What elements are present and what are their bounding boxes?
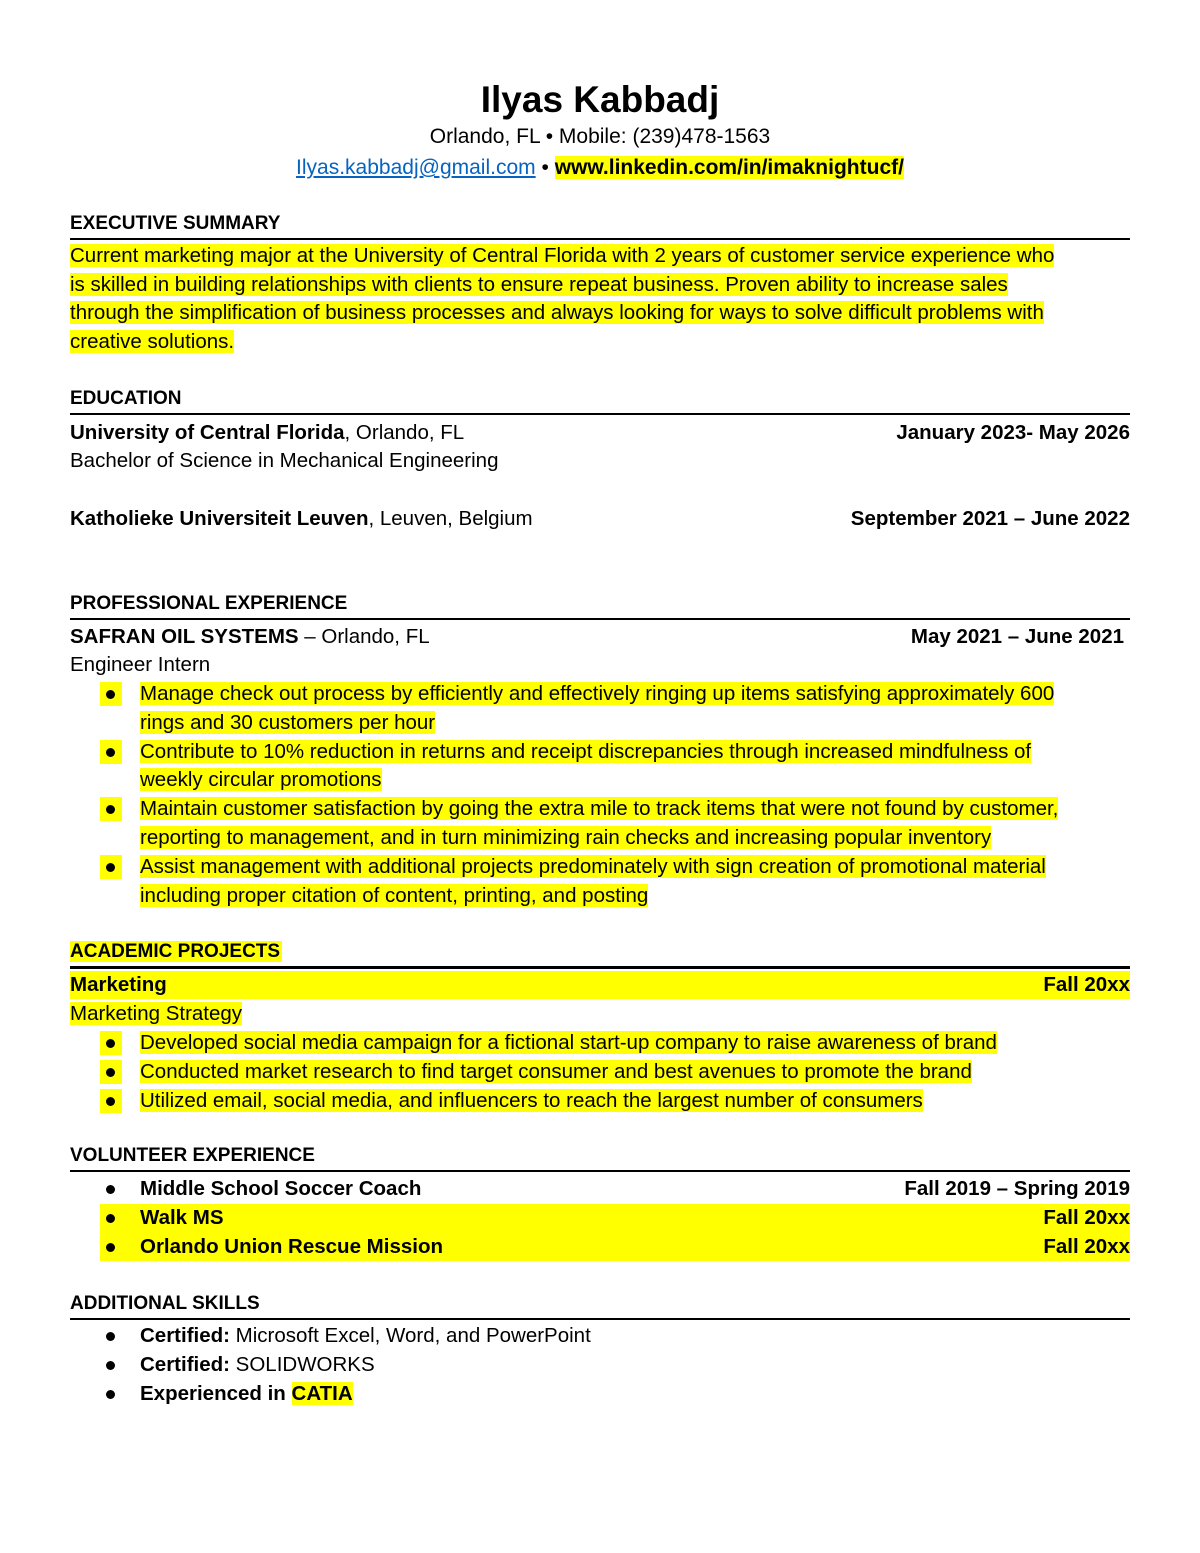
list-item xyxy=(70,1351,1130,1380)
mobile-number: (239)478-1563 xyxy=(632,125,771,148)
list-item xyxy=(70,1175,1130,1204)
volunteer-list xyxy=(70,1175,1130,1261)
separator: • xyxy=(541,156,549,179)
mobile-label: Mobile: xyxy=(558,125,627,148)
bullet-icon xyxy=(106,748,115,757)
contact-line xyxy=(70,124,1130,150)
list-item: Utilized email, social media, and influencers to reach the largest number of consumers xyxy=(70,1087,1130,1116)
list-item xyxy=(70,1233,1130,1262)
volunteer-dates: Fall 20xx xyxy=(1043,1234,1130,1258)
list-item xyxy=(70,1204,1130,1233)
list-item: Conducted market research to find target consumer and best avenues to promote the brand xyxy=(70,1058,1130,1087)
bullet-icon xyxy=(106,1185,115,1194)
list-item: Assist management with additional projects predominately with sign creation of promotional material including proper citation of content, printing, and posting xyxy=(70,853,1130,911)
education-dates: September 2021 – June 2022 xyxy=(850,507,1130,530)
bullet-icon xyxy=(106,1039,115,1048)
education-dates: January 2023- May 2026 xyxy=(896,421,1130,444)
bullet-icon xyxy=(106,1068,115,1077)
section-title-academic-projects: ACADEMIC PROJECTS xyxy=(70,940,1130,969)
job-role: Engineer Intern xyxy=(70,653,211,676)
summary-line: through the simplification of business processes and always looking for ways to solve difficult problems with xyxy=(70,301,1044,325)
section-title-skills: ADDITIONAL SKILLS xyxy=(70,1292,1130,1320)
skill-label: Experienced in xyxy=(140,1381,292,1405)
project-bullets xyxy=(70,1029,1130,1115)
volunteer-dates: Fall 2019 – Spring 2019 xyxy=(904,1177,1130,1200)
summary-line: creative solutions. xyxy=(70,329,235,353)
degree: Bachelor of Science in Mechanical Engineering xyxy=(70,449,499,472)
list-item: Developed social media campaign for a fictional start-up company to raise awareness of brand xyxy=(70,1029,1130,1058)
location: Orlando, FL xyxy=(429,125,540,148)
experience-entry xyxy=(70,623,1130,651)
skill-label: Certified: xyxy=(140,1324,230,1347)
bullet-icon xyxy=(106,1332,115,1341)
project-title: Marketing Strategy xyxy=(70,1002,243,1025)
project-entry xyxy=(70,971,1130,999)
volunteer-dates: Fall 20xx xyxy=(1043,1205,1130,1229)
skill-value: SOLIDWORKS xyxy=(229,1352,375,1376)
school-location: , Orlando, FL xyxy=(344,421,465,444)
list-item: Contribute to 10% reduction in returns and receipt discrepancies through increased mindfulness of weekly circular promotions xyxy=(70,738,1130,796)
list-item xyxy=(70,1322,1130,1351)
section-title-experience: PROFESSIONAL EXPERIENCE xyxy=(70,592,1130,620)
bullet-icon xyxy=(106,690,115,699)
course-name: Marketing xyxy=(70,973,167,996)
company-name: SAFRAN OIL SYSTEMS xyxy=(70,625,299,648)
section-title-volunteer: VOLUNTEER EXPERIENCE xyxy=(70,1144,1130,1172)
bullet-icon xyxy=(106,1390,115,1399)
candidate-name: Ilyas Kabbadj xyxy=(480,79,720,120)
bullet-icon xyxy=(106,1361,115,1370)
education-entry xyxy=(70,419,1130,447)
bullet-icon xyxy=(106,1214,115,1223)
links-line xyxy=(70,155,1130,181)
linkedin-link[interactable]: www.linkedin.com/in/imaknightucf/ xyxy=(554,156,904,179)
school-name: University of Central Florida xyxy=(70,421,345,444)
list-item xyxy=(70,1380,1130,1409)
experience-dates: May 2021 – June 2021 xyxy=(910,625,1124,648)
bullet-icon xyxy=(106,1243,115,1252)
skills-list xyxy=(70,1322,1130,1408)
experience-bullets xyxy=(70,680,1130,910)
section-title-executive-summary: EXECUTIVE SUMMARY xyxy=(70,212,1130,240)
company-location: – Orlando, FL xyxy=(298,625,430,648)
school-name: Katholieke Universiteit Leuven xyxy=(70,507,369,530)
bullet-icon xyxy=(106,1097,115,1106)
skill-label: Certified: xyxy=(140,1352,230,1376)
section-title-education: EDUCATION xyxy=(70,387,1130,415)
separator: • xyxy=(545,125,554,148)
volunteer-name: Middle School Soccer Coach xyxy=(140,1177,422,1200)
list-item: Maintain customer satisfaction by going the extra mile to track items that were not found by customer, reporting to management, and in turn minimizing rain checks and increasing popular inventory xyxy=(70,795,1130,853)
skill-value: CATIA xyxy=(291,1381,353,1405)
list-item: Manage check out process by efficiently and effectively ringing up items satisfying approximately 600 rings and 30 customers per hour xyxy=(70,680,1130,738)
bullet-icon xyxy=(106,863,115,872)
volunteer-name: Walk MS xyxy=(140,1205,224,1229)
school-location: , Leuven, Belgium xyxy=(368,507,533,530)
email-link[interactable]: Ilyas.kabbadj@gmail.com xyxy=(296,156,536,179)
education-entry xyxy=(70,505,1130,533)
summary-line: Current marketing major at the University of Central Florida with 2 years of customer service experience who xyxy=(70,244,1055,267)
project-dates: Fall 20xx xyxy=(1043,973,1130,996)
bullet-icon xyxy=(106,805,115,814)
summary-line: is skilled in building relationships with clients to ensure repeat business. Proven ability to increase sales xyxy=(70,272,1008,296)
skill-value: Microsoft Excel, Word, and PowerPoint xyxy=(229,1324,591,1347)
executive-summary-text xyxy=(70,242,1130,356)
volunteer-name: Orlando Union Rescue Mission xyxy=(140,1234,443,1258)
